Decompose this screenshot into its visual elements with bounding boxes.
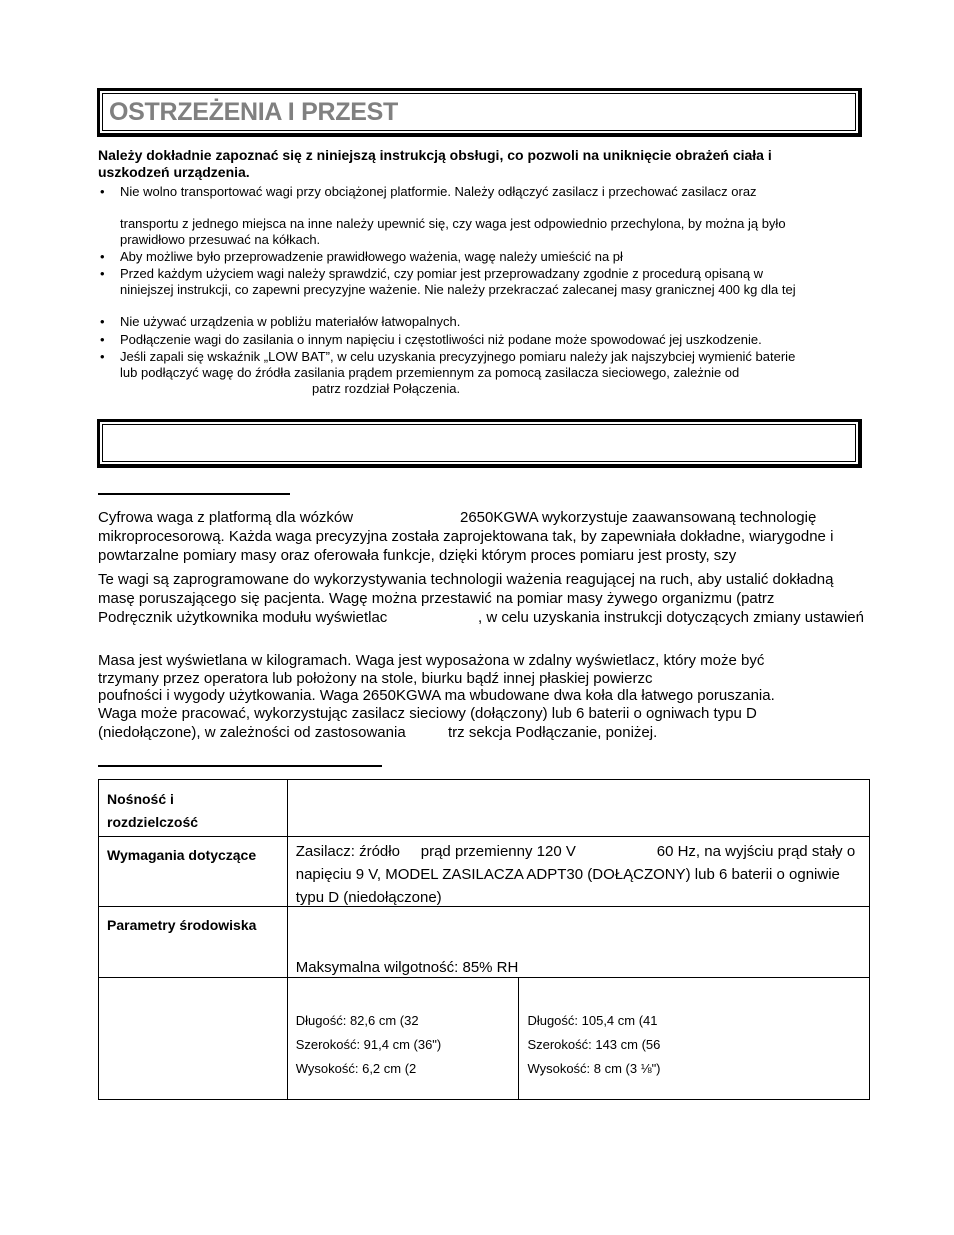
- list-item-text: Podłączenie wagi do zasilania o innym napięciu i częstotliwości niż podane może spowodować jej uszkodzenie.: [120, 332, 762, 347]
- paragraph-text: (niedołączone), w zależności od zastosowania: [98, 724, 406, 741]
- section-banner-warnings: [97, 88, 862, 137]
- table-row: [99, 780, 870, 837]
- paragraph-text: mikroprocesorową. Każda waga precyzyjna została zaprojektowana tak, by zapewniała dokładne, wiarygodne i: [98, 528, 834, 545]
- description-paragraph-3: [98, 651, 775, 742]
- spec-value: Długość: 105,4 cm (41: [527, 1013, 658, 1028]
- list-item-text: niniejszej instrukcji, co zapewni precyzyjne ważenie. Nie należy przekraczać zalecanej masy granicznej 400 kg dla tej: [120, 282, 796, 297]
- spec-label: Parametry środowiska: [107, 917, 257, 933]
- list-item-text: Aby możliwe było przeprowadzenie prawidłowego ważenia, wagę należy umieścić na pł: [120, 249, 623, 264]
- spec-value: napięciu 9 V, MODEL ZASILACZA ADPT30 (DOŁĄCZONY) lub 6 baterii o ogniwie: [295, 866, 840, 883]
- spec-label: Wymagania dotyczące: [107, 847, 257, 863]
- table-cell-value: [287, 837, 869, 907]
- table-cell-label: [99, 907, 288, 978]
- spec-label: Nośność i: [107, 791, 174, 807]
- warnings-intro: [98, 147, 858, 181]
- list-item-text: patrz rozdział Połączenia.: [312, 381, 461, 396]
- paragraph-text: trzymany przez operatora lub położony na stole, biurku bądź innej płaskiej powierzc: [98, 670, 653, 687]
- list-item-text: prawidłowo przesuwać na kółkach.: [120, 232, 321, 247]
- subheading-rule: [98, 493, 290, 495]
- table-cell-value: [519, 978, 870, 1100]
- spec-value: Długość: 82,6 cm (32: [295, 1013, 419, 1028]
- list-item-text: Nie używać urządzenia w pobliżu materiałów łatwopalnych.: [120, 314, 461, 329]
- table-row: [99, 907, 870, 978]
- bullet-icon: •: [100, 249, 105, 264]
- table-cell-label: [99, 837, 288, 907]
- paragraph-text: Masa jest wyświetlana w kilogramach. Waga jest wyposażona w zdalny wyświetlacz, który może być: [98, 652, 765, 669]
- description-paragraph-2: [98, 570, 864, 627]
- warnings-list: [98, 184, 868, 404]
- spec-value: typu D (niedołączone): [295, 889, 442, 906]
- paragraph-text: Te wagi są zaprogramowane do wykorzystywania technologii ważenia reagującej na ruch, aby ustalić dokładną: [98, 571, 834, 588]
- spec-value: Szerokość: 91,4 cm (36"): [295, 1037, 442, 1052]
- paragraph-text: masę poruszającego się pacjenta. Wagę można przestawić na pomiar masy żywego organizmu (patrz: [98, 590, 775, 607]
- table-cell-label: [99, 780, 288, 837]
- paragraph-text: Cyfrowa waga z platformą dla wózków: [98, 509, 354, 526]
- section-banner-description: [97, 419, 862, 468]
- bullet-icon: •: [100, 266, 105, 281]
- bullet-icon: •: [100, 314, 105, 329]
- paragraph-text: , w celu uzyskania instrukcji dotyczących zmiany ustawień: [478, 609, 864, 626]
- spec-value: Wysokość: 8 cm (3 ⅛"): [527, 1061, 661, 1076]
- description-paragraph-1: [98, 508, 833, 565]
- paragraph-text: powtarzalne pomiary masy oraz oferowała funkcje, dzięki którym proces pomiaru jest prosty, szy: [98, 547, 737, 564]
- spec-value: Szerokość: 143 cm (56: [527, 1037, 661, 1052]
- list-item-text: Jeśli zapali się wskaźnik „LOW BAT”, w celu uzyskania precyzyjnego pomiaru należy jak najszybciej wymienić baterie: [120, 349, 796, 364]
- paragraph-text: 2650KGWA wykorzystuje zaawansowaną technologię: [460, 509, 817, 526]
- spec-label: rozdzielczość: [107, 814, 199, 830]
- table-cell-value: [287, 978, 519, 1100]
- paragraph-text: poufności i wygody użytkowania. Waga 2650KGWA ma wbudowane dwa koła dla łatwego poruszania.: [98, 687, 775, 704]
- specs-subheading-rule: [98, 765, 382, 767]
- list-item-text: transportu z jednego miejsca na inne należy upewnić się, czy waga jest odpowiednio przechylona, by można ją było: [120, 216, 786, 231]
- warnings-intro-line: uszkodzeń urządzenia.: [98, 164, 250, 180]
- bullet-icon: •: [100, 184, 105, 199]
- spec-value: 60 Hz, na wyjściu prąd stały o: [656, 843, 856, 860]
- paragraph-text: Podręcznik użytkownika modułu wyświetlac: [98, 609, 388, 626]
- bullet-icon: •: [100, 332, 105, 347]
- specifications-table: [98, 779, 870, 1100]
- bullet-icon: •: [100, 349, 105, 364]
- section-title-warnings: OSTRZEŻENIA I PRZEST: [109, 98, 398, 126]
- spec-value: Wysokość: 6,2 cm (2: [295, 1061, 417, 1076]
- table-cell-value: [287, 780, 869, 837]
- list-item-text: Nie wolno transportować wagi przy obciążonej platformie. Należy odłączyć zasilacz i przechować zasilacz oraz: [120, 184, 757, 199]
- warnings-intro-line: Należy dokładnie zapoznać się z niniejszą instrukcją obsługi, co pozwoli na uniknięcie obrażeń ciała i: [98, 147, 772, 163]
- spec-value: Maksymalna wilgotność: 85% RH: [295, 959, 519, 976]
- paragraph-text: trz sekcja Podłączanie, poniżej.: [448, 724, 658, 741]
- table-cell-value: [287, 907, 869, 978]
- table-row: [99, 978, 870, 1100]
- spec-value: Zasilacz: źródło: [295, 843, 400, 860]
- spec-value: prąd przemienny 120 V: [420, 843, 576, 860]
- list-item-text: lub podłączyć wagę do źródła zasilania prądem przemiennym za pomocą zasilacza sieciowego, zależnie od: [120, 365, 740, 380]
- table-cell-label: [99, 978, 288, 1100]
- table-row: [99, 837, 870, 907]
- list-item-text: Przed każdym użyciem wagi należy sprawdzić, czy pomiar jest przeprowadzany zgodnie z procedurą opisaną w: [120, 266, 764, 281]
- paragraph-text: Waga może pracować, wykorzystując zasilacz sieciowy (dołączony) lub 6 baterii o ogniwach typu D: [98, 705, 757, 722]
